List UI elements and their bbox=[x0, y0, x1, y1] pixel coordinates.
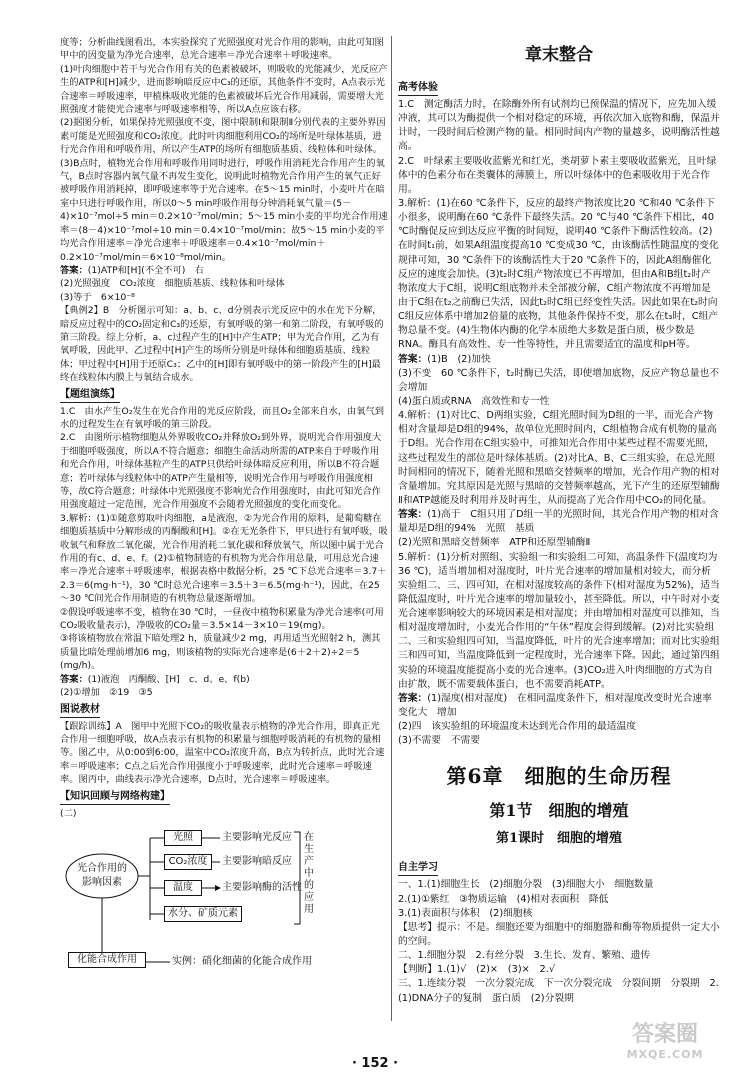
analysis-paragraph: (2)据图分析，如果保持光照强度不变，图中限制Ⅰ和限制Ⅱ分别代表的主要外界因素可能是光照强度和CO₂浓度。此时叶肉细胞利用CO₂的场所是叶绿体基质，进行光合作用和呼吸作用，所以产生ATP的场所有细胞质基质、线粒体和叶绿体。 bbox=[60, 117, 386, 156]
self-study-line: 【思考】提示：不是。细胞还要为细胞中的细胞器和酶等物质提供一定大小的空间。 bbox=[398, 921, 720, 948]
answer-line: (1)B (2)加快 bbox=[427, 353, 491, 365]
map-node-water-minerals: 水分、矿质元素 bbox=[164, 906, 242, 922]
practice-item: ②假设呼吸速率不变，植物在30 ℃时，一昼夜中植物积累量为净光合速率(可用CO₂吸收量表示)，净吸收的CO₂量＝3.5×14－3×10＝19(mg)。 bbox=[60, 606, 384, 632]
map-node-temperature: 温度 bbox=[164, 880, 202, 896]
page-number: · 152 · bbox=[351, 1056, 399, 1071]
practice-item: 1.C 由水产生O₂发生在光合作用的光反应阶段，而且O₂全部来自水，由氧气到水的过程发生在有氧呼吸的第三阶段。 bbox=[60, 405, 385, 430]
left-column bbox=[60, 36, 388, 992]
answer-line: (3)不变 60 ℃条件下，t₂时酶已失活，即使增加底物，反应产物总量也不会增加 bbox=[398, 367, 719, 393]
answer-label: 答案： bbox=[60, 264, 88, 276]
answer-label: 答案： bbox=[398, 509, 428, 521]
section-title: 第1节 细胞的增殖 bbox=[489, 801, 629, 821]
answer-line: (2)光照和黑暗交替频率 ATP和还原型辅酶Ⅱ bbox=[398, 537, 591, 549]
answer-label: 答案： bbox=[398, 353, 428, 365]
figure-tag: 图说教材 bbox=[60, 703, 100, 718]
example-2: 【典例2】B 分析图示可知：a、b、c、d分别表示光反应中的水在光下分解，暗反应过程中的CO₂固定和C₃的还原，有氧呼吸的第一和第二阶段，有氧呼吸的第三阶段。综上分析，a、c过程产生的[H]中产生ATP；甲为光合作用，乙为有氧呼吸，因此甲、乙过程中[H]产生的场所分别是叶绿体和细胞质基质、线粒体；甲过程中[H]用于还原C₃；乙中的[H]即有氧呼吸中的第一阶段产生的[H]最终在线粒体内膜上与氧结合成水。 bbox=[60, 305, 384, 384]
self-study-line: 3.(1)表面积与体积 (2)细胞核 bbox=[398, 907, 533, 919]
concept-map bbox=[60, 824, 388, 992]
exam-item: 5.解析：(1)分析对照组、实验组一和实验组二可知，高温条件下(温度均为36 ℃)，适当增加相对湿度时，叶片光合速率的增加量相对较大，而分析实验组二、三、四可知，在相对湿度较高的条件下(相对湿度为52%)，适当降低温度时，叶片光合速率的增加量较小，甚至降低。所以，中午时对小麦光合速率影响较大的环境因素是相对湿度；并由增加相对湿度可以推知，当相对湿度增加时，小麦光合作用的“午休”程度会得到缓解。(2)对比实验组二、三和实验组四可知，当温度降低，叶片的光合速率增加；而对比实验组三和四可知，当温度降低到一定程度时，光合速率下降。因此，通过第四组实验的环境温度能提高小麦的光合速率。(3)CO₂进入叶肉细胞的方式为自由扩散，既不需要载体蛋白，也不需要消耗ATP。 bbox=[398, 551, 720, 690]
map-note: 主要影响酶的活性 bbox=[222, 881, 302, 893]
answer-line: (1)湿度(相对湿度) 在相同温度条件下，相对湿度改变时光合速率变化大 增加 bbox=[398, 692, 712, 719]
follow-up-training: 【跟踪训练】A 图甲中光照下CO₂的吸收量表示植物的净光合作用，即真正光合作用一细胞呼吸，故A点表示有机物的积累量与细胞呼吸消耗的有机物的量相等。图乙中，从0:00到6:00，温室中CO₂浓度升高，B点为转折点，此时光合速率＝呼吸速率；C点之后光合作用强度小于呼吸速率，此时光合速率＝呼吸速率。图丙中，曲线表示净光合速率，D点时，光合速率＝呼吸速率。 bbox=[60, 720, 385, 786]
answer-line: (1)ATP和[H](不全不可) 右 bbox=[87, 264, 204, 276]
analysis-paragraph: (1)叶肉细胞中若干与光合作用有关的色素被破坏，则吸收的光能减少，光反应产生的ATP和[H]减少，进而影响暗反应中C₃的还原，其他条件不变时，A点表示光合速率＝呼吸速率，甲植株吸收光能的色素被破坏后光合作用减弱，需要增大光照强度才能使光合速率与呼吸速率相等，所以A点应该右移。 bbox=[60, 63, 388, 116]
answer-line: (2)光照强度 CO₂浓度 细胞质基质、线粒体和叶绿体 bbox=[60, 278, 285, 290]
answer-line: (1)高于 C组只用了D组一半的光照时间，其光合作用产物的相对含量却是D组的94% 光照 基质 bbox=[398, 509, 719, 535]
chapter-title: 第6章 细胞的生命历程 bbox=[446, 764, 672, 789]
watermark bbox=[590, 1022, 740, 1074]
watermark-text: 答案圈 bbox=[631, 1022, 698, 1047]
answer-line: (3)等于 6×10⁻⁸ bbox=[60, 291, 135, 303]
self-study-line: 二、1.细胞分裂 2.有丝分裂 3.生长、发育、繁殖、遗传 bbox=[398, 950, 651, 962]
practice-tag: 【题组演练】 bbox=[60, 388, 120, 403]
watermark-url: MXQE.COM bbox=[626, 1048, 704, 1061]
map-node-light: 光照 bbox=[164, 830, 202, 846]
right-column bbox=[398, 36, 720, 1006]
exam-item: 2.C 叶绿素主要吸收蓝紫光和红光，类胡萝卜素主要吸收蓝紫光，且叶绿体中的色素分布在类囊体的薄膜上，所以叶绿体中的色素吸收用于光合作用。 bbox=[398, 155, 717, 195]
self-study-line: 2.(1)①紫红 ③物质运输 (4)相对表面积 降低 bbox=[398, 893, 609, 905]
self-study-line: 一、1.(1)细胞生长 (2)细胞分裂 (3)细胞大小 细胞数量 bbox=[398, 879, 654, 891]
exam-item: 3.解析：(1)在60 ℃条件下，反应的最终产物浓度比20 ℃和40 ℃条件下小很多，说明酶在60 ℃条件下最终失活。20 ℃与40 ℃条件下相比，40 ℃时酶促反应到达反应平衡的时间短，说明40 ℃条件下酶活性较高。(2)在时间t₁前，如果A组温度提高10 ℃变成30 ℃，由该酶活性随温度的变化规律可知，30 ℃条件下的该酶活性大于20 ℃条件下的，因此A组酶催化反应的速度会加快。(3)t₂时C组产物浓度已不再增加，但由A和B组t₂时产物浓度大于C组，说明C组底物并未全部被分解，C组产物浓度不再增加是由于C组在t₂之前酶已失活，因此t₂时C组已经变性失活。因此如果在t₂时向C组反应体系中增加2倍量的底物，其他条件保持不变，那么在t₃时，C组产物总量不变。(4)生物体内酶的化学本质绝大多数是蛋白质，极少数是RNA。酶具有高效性、专一性等特性，并且需要适宜的温度和pH等。 bbox=[398, 197, 719, 351]
review-sub: (二) bbox=[60, 807, 77, 819]
review-tag: 【知识回顾与网络构建】 bbox=[60, 790, 170, 805]
answer-line: (3)不需要 不需要 bbox=[398, 735, 481, 747]
practice-item: 3.解析：(1)①随意剪取叶肉细胞，a是液泡，②为光合作用的原料，是葡萄糖在细胞质基质中分解形成的丙酮酸和[H]。②在无光条件下，甲只进行有氧呼吸，吸收氧气和释放二氧化碳，光合作用消耗二氧化碳和释放氧气，所以图中属于光合作用的有c、d、e、f。(2)①植物制造的有机物为光合作用总量，可用总光合速率＝净光合速率＋呼吸速率，根据表格中数据分析，25 ℃下总光合速率＝3.7＋2.3＝6(mg·h⁻¹)，30 ℃时总光合速率＝3.5＋3＝6.5(mg·h⁻¹)，因此，在25～30 ℃间光合作用制造的有机物总量逐渐增加。 bbox=[60, 512, 388, 605]
answer-line: (4)蛋白质或RNA 高效性和专一性 bbox=[398, 395, 550, 407]
answer-line: (2)四 该实验组的环境温度未达到光合作用的最适温度 bbox=[398, 721, 637, 733]
answer-label: 答案： bbox=[398, 692, 428, 704]
map-note: 主要影响光反应 bbox=[222, 831, 292, 843]
exam-tag: 高考体验 bbox=[398, 81, 438, 96]
analysis-paragraph: (3)B点时，植物光合作用和呼吸作用同时进行，呼吸作用消耗光合作用产生的氧气，B点时容器内氧气量不再发生变化，说明此时植物光合作用产生的氧气正好被呼吸作用消耗掉，即呼吸速率等于光合速率。在5～15 min时，小麦叶片在暗室中只进行呼吸作用，所以0～5 min呼吸作用每分钟消耗氧气量＝(5－4)×10⁻⁷mol÷5 min＝0.2×10⁻⁷mol/min；5～15 min小麦的平均光合作用速率＝(8－4)×10⁻⁷mol÷10 min＝0.4×10⁻⁷mol/min；故5～15 min小麦的平均光合作用速率＝净光合速率＋呼吸速率＝0.4×10⁻⁷mol/min＋0.2×10⁻⁷mol/min＝6×10⁻⁸mol/min。 bbox=[60, 157, 388, 263]
map-note: 主要影响暗反应 bbox=[222, 855, 292, 867]
answer-line: (1)液泡 丙酮酸、[H] c、d、e、f(b) bbox=[87, 673, 250, 685]
exam-item: 4.解析：(1)对比C、D两组实验，C组光照时间为D组的一半，而光合产物相对含量却是D组的94%，故单位光照时间内，C组植物合成有机物的量高于D组。光合作用在C组实验中，可推知光合作用中某些过程不需要光照，这些过程发生的部位是叶绿体基质。(2)对比A、B、C三组实验，在总光照时间相同的情况下，随着光照和黑暗交替频率的增加，光合作用产物的相对含量增加。究其原因是光照与黑暗的交替频率越高，光下产生的还原型辅酶Ⅱ和ATP越能及时利用并及时再生，从而提高了光合作用中CO₂的同化量。 bbox=[398, 410, 720, 506]
analysis-paragraph: 度等；分析曲线图看出，本实验探究了光照强度对光合作用的影响，由此可知图甲中的因变量为净光合速率，总光合速率＝净光合速率＋呼吸速率。 bbox=[60, 37, 384, 62]
map-node-co2: CO₂浓度 bbox=[164, 854, 212, 870]
map-node-chemosynthesis: 化能合成作用 bbox=[68, 952, 146, 968]
column-divider bbox=[391, 36, 392, 1021]
self-study-line: 【判断】1.(1)√ (2)× (3)× 2.√ bbox=[398, 964, 556, 976]
answer-line: (2)①增加 ②19 ③5 bbox=[60, 687, 153, 699]
practice-item: ③将该植物放在常温下暗处理2 h，质量减少2 mg，再用适当光照射2 h，测其质量比暗处理前增加6 mg，则该植物的实际光合速率是(6＋2＋2)÷2＝5 (mg/h)。 bbox=[60, 633, 381, 672]
map-side-label: 在生产中的应用 bbox=[304, 831, 314, 915]
chapter-summary-title: 章末整合 bbox=[525, 45, 593, 65]
lesson-title: 第1课时 细胞的增殖 bbox=[495, 831, 623, 847]
map-example: 实例：硝化细菌的化能合成作用 bbox=[172, 955, 312, 967]
answer-label: 答案： bbox=[60, 673, 88, 685]
exam-item: 1.C 测定酶活力时，在除酶外所有试剂均已预保温的情况下，应先加入缓冲液，其可以为酶提供一个相对稳定的环境，再依次加入底物和酶，保温并计时，一段时间后检测产物的量。相同时间内产物的量越多，说明酶活性越高。 bbox=[398, 99, 720, 153]
practice-item: 2.C 由图所示植物细胞从外界吸收CO₂并释放O₂到外界，说明光合作用强度大于细胞呼吸强度，所以A不符合题意；细胞生命活动所需的ATP来自于呼吸作用和光合作用，叶绿体基粒产生的ATP只供给叶绿体暗反应利用，所以B不符合题意；若叶绿体与线粒体中的ATP产生量相等，说明光合作用与呼吸作用强度相等，故C符合题意；叶绿体中光照强度不影响光合作用强度时，由此可知光合作用强度超过一定范围，光合作用强度不会随着光照强度的变化而变化。 bbox=[60, 432, 382, 511]
self-study-tag: 自主学习 bbox=[398, 861, 438, 876]
self-study-line: 三、1.连续分裂 一次分裂完成 下一次分裂完成 分裂间期 分裂期 2.(1)DNA分子的复制 蛋白质 (2)分裂期 bbox=[398, 978, 719, 1004]
map-center-label: 光合作用的影响因素 bbox=[77, 862, 127, 888]
